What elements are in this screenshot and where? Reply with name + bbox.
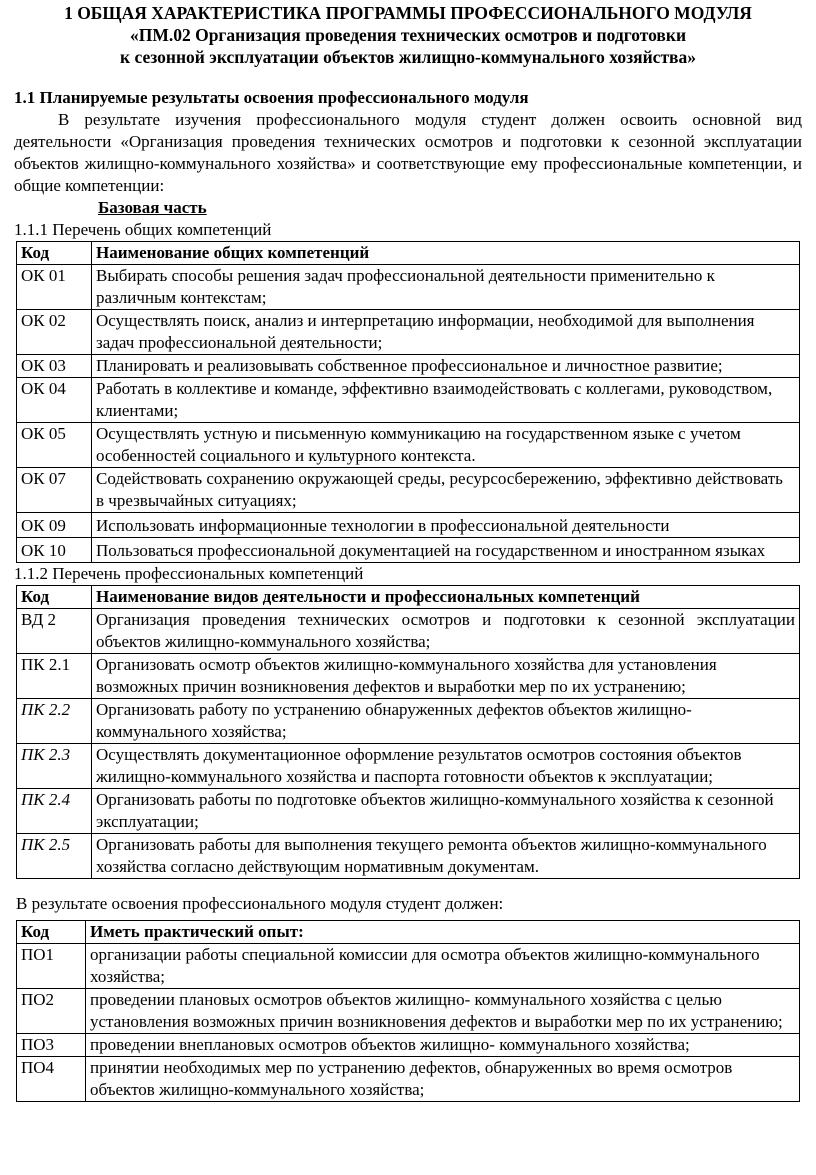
- practical-experience-table: [16, 920, 800, 1102]
- table-row: [17, 699, 800, 744]
- competency-text: Выбирать способы решения задач профессиональной деятельности применительно к различным контекстам;: [92, 265, 800, 310]
- table-row: [17, 609, 800, 654]
- table-row: [17, 310, 800, 355]
- table-row: [17, 654, 800, 699]
- table-row: [17, 1057, 800, 1102]
- document-title: [14, 0, 802, 68]
- competency-text: Планировать и реализовывать собственное профессиональное и личностное развитие;: [92, 355, 800, 378]
- experience-text: принятии необходимых мер по устранению дефектов, обнаруженных во время осмотров объектов жилищно-коммунального хозяйства;: [86, 1057, 800, 1102]
- table-row: [17, 1034, 800, 1057]
- competency-text: Осуществлять устную и письменную коммуникацию на государственном языке с учетом особенностей социального и культурного контекста.: [92, 423, 800, 468]
- competency-code: ОК 07: [17, 468, 92, 513]
- table-row: [17, 538, 800, 563]
- competency-code: ПК 2.5: [17, 834, 92, 879]
- table-row: [17, 265, 800, 310]
- title-line-1: 1 ОБЩАЯ ХАРАКТЕРИСТИКА ПРОГРАММЫ ПРОФЕССИОНАЛЬНОГО МОДУЛЯ: [64, 3, 752, 23]
- competency-code: ОК 09: [17, 513, 92, 538]
- table-row: [17, 423, 800, 468]
- competency-code: ПК 2.3: [17, 744, 92, 789]
- competency-text: Использовать информационные технологии в профессиональной деятельности: [92, 513, 800, 538]
- professional-competencies-table: [16, 585, 800, 879]
- title-line-3: к сезонной эксплуатации объектов жилищно-коммунального хозяйства»: [120, 47, 696, 67]
- competency-code: ОК 01: [17, 265, 92, 310]
- result-intro: В результате освоения профессионального модуля студент должен:: [16, 894, 504, 913]
- competency-text: Организация проведения технических осмотров и подготовки к сезонной эксплуатации объектов жилищно-коммунального хозяйства;: [92, 609, 800, 654]
- experience-text: проведении плановых осмотров объектов жилищно- коммунального хозяйства с целью установления возможных причин возникновения дефектов и выработки мер по их устранению;: [86, 989, 800, 1034]
- experience-code: ПО3: [17, 1034, 86, 1057]
- table-header-row: [17, 586, 800, 609]
- competency-text: Работать в коллективе и команде, эффективно взаимодействовать с коллегами, руководством, клиентами;: [92, 378, 800, 423]
- competency-code: ОК 03: [17, 355, 92, 378]
- column-header-name: Наименование видов деятельности и профессиональных компетенций: [92, 586, 800, 609]
- competency-code: ПК 2.4: [17, 789, 92, 834]
- table-row: [17, 944, 800, 989]
- competency-text: Организовать работы для выполнения текущего ремонта объектов жилищно-коммунального хозяйства согласно действующим нормативным документам.: [92, 834, 800, 879]
- competency-code: ОК 10: [17, 538, 92, 563]
- column-header-code: Код: [17, 921, 86, 944]
- table-header-row: [17, 242, 800, 265]
- column-header-code: Код: [17, 242, 92, 265]
- column-header-name: Наименование общих компетенций: [92, 242, 800, 265]
- table-row: [17, 355, 800, 378]
- professional-competencies-heading: 1.1.2 Перечень профессиональных компетенций: [14, 564, 364, 583]
- experience-text: проведении внеплановых осмотров объектов жилищно- коммунального хозяйства;: [86, 1034, 800, 1057]
- competency-code: ВД 2: [17, 609, 92, 654]
- experience-code: ПО2: [17, 989, 86, 1034]
- table-row: [17, 989, 800, 1034]
- table-row: [17, 513, 800, 538]
- general-competencies-heading: 1.1.1 Перечень общих компетенций: [14, 220, 272, 239]
- experience-code: ПО4: [17, 1057, 86, 1102]
- table-row: [17, 744, 800, 789]
- general-competencies-table: [16, 241, 800, 563]
- competency-text: Осуществлять поиск, анализ и интерпретацию информации, необходимой для выполнения задач профессиональной деятельности;: [92, 310, 800, 355]
- column-header-name: Иметь практический опыт:: [86, 921, 800, 944]
- table-row: [17, 789, 800, 834]
- section-heading: 1.1 Планируемые результаты освоения профессионального модуля: [14, 88, 529, 107]
- experience-text: организации работы специальной комиссии для осмотра объектов жилищно-коммунального хозяйства;: [86, 944, 800, 989]
- competency-text: Содействовать сохранению окружающей среды, ресурсосбережению, эффективно действовать в чрезвычайных ситуациях;: [92, 468, 800, 513]
- experience-code: ПО1: [17, 944, 86, 989]
- table-row: [17, 468, 800, 513]
- table-header-row: [17, 921, 800, 944]
- base-part-heading: Базовая часть: [98, 198, 207, 217]
- competency-text: Организовать работу по устранению обнаруженных дефектов объектов жилищно-коммунального хозяйства;: [92, 699, 800, 744]
- competency-code: ПК 2.1: [17, 654, 92, 699]
- column-header-code: Код: [17, 586, 92, 609]
- table-row: [17, 834, 800, 879]
- competency-text: Осуществлять документационное оформление результатов осмотров состояния объектов жилищно-коммунального хозяйства и паспорта готовности объектов к эксплуатации;: [92, 744, 800, 789]
- competency-text: Пользоваться профессиональной документацией на государственном и иностранном языках: [92, 538, 800, 563]
- table-row: [17, 378, 800, 423]
- competency-text: Организовать осмотр объектов жилищно-коммунального хозяйства для установления возможных причин возникновения дефектов и выработки мер по их устранению;: [92, 654, 800, 699]
- competency-code: ОК 05: [17, 423, 92, 468]
- intro-paragraph: В результате изучения профессионального модуля студент должен освоить основной вид деятельности «Организация проведения технических осмотров и подготовки к сезонной эксплуатации объектов жилищно-коммунального хозяйства» и соответствующие ему профессиональные компетенции, и общие компетенции:: [14, 110, 802, 195]
- competency-code: ПК 2.2: [17, 699, 92, 744]
- competency-code: ОК 04: [17, 378, 92, 423]
- competency-text: Организовать работы по подготовке объектов жилищно-коммунального хозяйства к сезонной эксплуатации;: [92, 789, 800, 834]
- title-line-2: «ПМ.02 Организация проведения технических осмотров и подготовки: [129, 25, 687, 45]
- competency-code: ОК 02: [17, 310, 92, 355]
